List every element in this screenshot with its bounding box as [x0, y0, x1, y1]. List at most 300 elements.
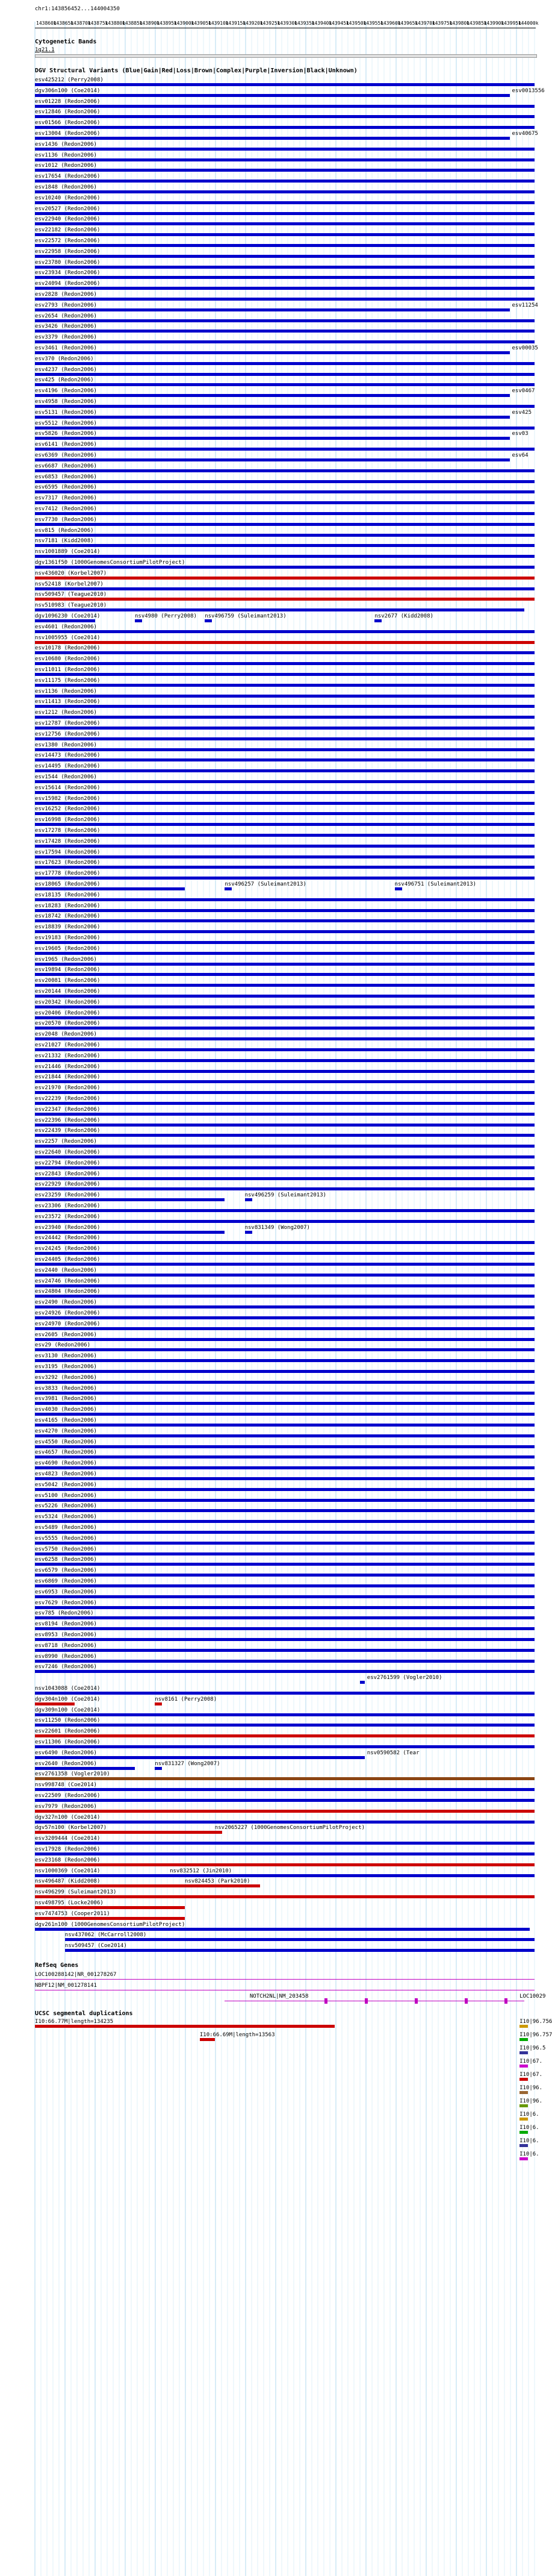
segdup-label[interactable]: I10:66.77M|length=134235 [35, 2019, 114, 2025]
variant-bar[interactable] [35, 1702, 75, 1705]
variant-label[interactable]: esv4270 (Redon2006) [35, 1428, 97, 1434]
segdup-label[interactable]: I10|96.5 [519, 2045, 546, 2051]
variant-label[interactable]: esv2828 (Redon2006) [35, 292, 97, 298]
variant-label[interactable]: nsv2677 (Kidd2008) [374, 613, 433, 619]
variant-label[interactable]: esv19605 (Redon2006) [35, 945, 101, 952]
variant-label[interactable]: dgv261n100 (1000GenomesConsortiumPilotProject) [35, 1921, 185, 1928]
variant-bar[interactable] [35, 1649, 535, 1652]
variant-label[interactable]: esv4690 (Redon2006) [35, 1460, 97, 1467]
variant-label[interactable]: esv6258 (Redon2006) [35, 1557, 97, 1563]
variant-label[interactable]: esv5489 (Redon2006) [35, 1525, 97, 1531]
variant-bar[interactable] [35, 1359, 535, 1362]
variant-bar[interactable] [395, 887, 402, 890]
variant-bar[interactable] [35, 1616, 535, 1619]
variant-label[interactable]: esv3195 (Redon2006) [35, 1364, 97, 1370]
variant-label[interactable]: esv01228 (Redon2006) [35, 98, 101, 105]
variant-bar[interactable] [35, 266, 535, 269]
variant-label[interactable]: dgv309n100 (Coe2014) [35, 1707, 101, 1713]
variant-label[interactable]: esv21027 (Redon2006) [35, 1042, 101, 1048]
variant-label[interactable]: esv7412 (Redon2006) [35, 506, 97, 512]
variant-label[interactable]: nsv2065227 (1000GenomesConsortiumPilotProject) [214, 1825, 365, 1831]
variant-label[interactable]: esv10178 (Redon2006) [35, 645, 101, 652]
segdup-label[interactable]: I10|6. [519, 2151, 539, 2157]
variant-bar[interactable] [35, 308, 510, 311]
variant-label[interactable]: esv6490 (Redon2006) [35, 1749, 97, 1756]
variant-label[interactable]: esv17278 (Redon2006) [35, 828, 101, 834]
variant-label[interactable]: esv5750 (Redon2006) [35, 1546, 97, 1552]
variant-label[interactable]: nsv510983 (Teague2010) [35, 602, 107, 609]
variant-label[interactable]: esv20342 (Redon2006) [35, 999, 101, 1005]
variant-bar[interactable] [35, 877, 535, 880]
variant-label[interactable]: esv4165 (Redon2006) [35, 1418, 97, 1424]
variant-bar[interactable] [35, 222, 535, 225]
variant-bar[interactable] [35, 480, 535, 483]
variant-bar[interactable] [155, 1767, 162, 1770]
variant-bar[interactable] [35, 544, 535, 547]
variant-label[interactable]: esv01566 (Redon2006) [35, 120, 101, 127]
variant-bar[interactable] [35, 351, 510, 354]
variant-bar[interactable] [35, 963, 535, 966]
variant-label[interactable]: nsv831327 (Wong2007) [155, 1760, 220, 1767]
variant-label[interactable]: esv5226 (Redon2006) [35, 1503, 97, 1510]
variant-label[interactable]: esv4657 (Redon2006) [35, 1449, 97, 1456]
variant-label[interactable]: esv0013556 [512, 87, 545, 94]
variant-bar[interactable] [35, 501, 535, 504]
variant-label[interactable]: esv7246 (Redon2006) [35, 1664, 97, 1671]
variant-label[interactable]: nsv436020 (Korbel2007) [35, 570, 107, 577]
variant-label[interactable]: nsv831349 (Wong2007) [244, 1224, 310, 1231]
variant-bar[interactable] [35, 1424, 535, 1427]
variant-bar[interactable] [35, 1520, 535, 1523]
gene-line[interactable] [35, 1979, 535, 1980]
variant-bar[interactable] [35, 1338, 535, 1341]
variant-label[interactable]: esv22396 (Redon2006) [35, 1117, 101, 1124]
variant-bar[interactable] [35, 791, 535, 794]
variant-bar[interactable] [35, 630, 535, 633]
variant-label[interactable]: esv20144 (Redon2006) [35, 989, 101, 995]
variant-label[interactable]: esv1136 (Redon2006) [35, 688, 97, 695]
variant-label[interactable]: esv3833 (Redon2006) [35, 1385, 97, 1392]
gene-label[interactable]: LOC100288142|NR_001278267 [35, 1972, 117, 1978]
variant-label[interactable]: esv24094 (Redon2006) [35, 281, 101, 287]
variant-label[interactable]: esv23934 (Redon2006) [35, 270, 101, 277]
variant-bar[interactable] [35, 866, 535, 869]
variant-bar[interactable] [35, 909, 535, 912]
variant-bar[interactable] [35, 190, 535, 193]
variant-label[interactable]: esv23940 (Redon2006) [35, 1224, 101, 1231]
variant-bar[interactable] [35, 1852, 535, 1855]
variant-bar[interactable] [35, 705, 535, 708]
variant-label[interactable]: esv22182 (Redon2006) [35, 227, 101, 234]
variant-label[interactable]: esv17428 (Redon2006) [35, 838, 101, 845]
variant-bar[interactable] [35, 952, 535, 955]
variant-bar[interactable] [35, 1434, 535, 1437]
variant-bar[interactable] [35, 1274, 535, 1277]
variant-bar[interactable] [35, 1209, 535, 1212]
segdup-label[interactable]: I10|67. [519, 2072, 543, 2078]
variant-bar[interactable] [35, 1734, 535, 1737]
variant-label[interactable]: nsv824453 (Park2010) [185, 1878, 250, 1885]
variant-bar[interactable] [35, 1059, 535, 1062]
variant-bar[interactable] [135, 619, 142, 622]
variant-bar[interactable] [35, 1810, 535, 1813]
variant-bar[interactable] [35, 1499, 535, 1502]
variant-bar[interactable] [35, 737, 535, 740]
variant-bar[interactable] [35, 394, 510, 397]
variant-bar[interactable] [35, 1370, 535, 1373]
variant-bar[interactable] [35, 1531, 535, 1534]
variant-label[interactable]: esv6869 (Redon2006) [35, 1578, 97, 1584]
variant-bar[interactable] [35, 115, 535, 118]
variant-label[interactable]: esv22843 (Redon2006) [35, 1171, 101, 1177]
variant-bar[interactable] [35, 1392, 535, 1395]
variant-bar[interactable] [35, 1627, 535, 1630]
variant-bar[interactable] [35, 1863, 535, 1866]
variant-label[interactable]: esv6141 (Redon2006) [35, 442, 97, 448]
variant-label[interactable]: esv22940 (Redon2006) [35, 216, 101, 223]
variant-label[interactable]: esv1848 (Redon2006) [35, 184, 97, 190]
variant-bar[interactable] [35, 1874, 535, 1877]
variant-bar[interactable] [35, 834, 535, 837]
variant-bar[interactable] [35, 1821, 535, 1824]
variant-bar[interactable] [35, 1155, 535, 1158]
variant-bar[interactable] [35, 1724, 535, 1727]
variant-label[interactable]: esv8990 (Redon2006) [35, 1653, 97, 1660]
variant-bar[interactable] [35, 416, 510, 419]
variant-label[interactable]: esv22509 (Redon2006) [35, 1793, 101, 1799]
variant-label[interactable]: esv14473 (Redon2006) [35, 752, 101, 759]
variant-bar[interactable] [35, 1670, 535, 1673]
variant-label[interactable]: esv10680 (Redon2006) [35, 656, 101, 663]
segdup-label[interactable]: I10:66.69M|length=13563 [199, 2032, 275, 2038]
variant-label[interactable]: esv24926 (Redon2006) [35, 1310, 101, 1316]
variant-label[interactable]: esv11175 (Redon2006) [35, 677, 101, 684]
variant-bar[interactable] [35, 1767, 135, 1770]
variant-bar[interactable] [35, 1606, 535, 1609]
variant-bar[interactable] [35, 919, 535, 922]
variant-label[interactable]: esv2654 (Redon2006) [35, 313, 97, 319]
gene-label[interactable]: NBPF12|NM_001278141 [35, 1983, 97, 1989]
variant-bar[interactable] [35, 802, 535, 805]
variant-bar[interactable] [35, 1595, 535, 1598]
variant-bar[interactable] [35, 769, 535, 772]
variant-bar[interactable] [35, 1584, 535, 1587]
variant-label[interactable]: esv22439 (Redon2006) [35, 1128, 101, 1134]
segdup-label[interactable]: I10|67. [519, 2059, 543, 2065]
variant-label[interactable]: esv11011 (Redon2006) [35, 667, 101, 673]
variant-bar[interactable] [35, 1509, 535, 1512]
variant-label[interactable]: esv6369 (Redon2006) [35, 452, 97, 458]
variant-label[interactable]: nsv496257 (Suleimant2013) [225, 881, 306, 887]
variant-label[interactable]: esv20406 (Redon2006) [35, 1010, 101, 1016]
variant-bar[interactable] [35, 1305, 535, 1308]
segdup-bar[interactable] [519, 2078, 528, 2081]
variant-bar[interactable] [35, 1284, 535, 1287]
variant-bar[interactable] [35, 1102, 535, 1105]
variant-bar[interactable] [35, 512, 535, 515]
variant-label[interactable]: esv4823 (Redon2006) [35, 1471, 97, 1477]
gene-exon[interactable] [365, 1998, 368, 2004]
variant-label[interactable]: esv22794 (Redon2006) [35, 1160, 101, 1166]
variant-bar[interactable] [360, 1681, 365, 1684]
segdup-bar[interactable] [519, 2131, 528, 2134]
variant-bar[interactable] [35, 598, 535, 601]
variant-bar[interactable] [35, 319, 535, 322]
variant-bar[interactable] [35, 158, 535, 161]
variant-bar[interactable] [35, 1799, 535, 1802]
variant-label[interactable]: esv21970 (Redon2006) [35, 1085, 101, 1092]
variant-bar[interactable] [185, 1884, 192, 1887]
variant-bar[interactable] [35, 523, 535, 526]
variant-bar[interactable] [35, 1842, 535, 1845]
variant-label[interactable]: esv2440 (Redon2006) [35, 1267, 97, 1274]
variant-bar[interactable] [35, 1445, 535, 1448]
segdup-label[interactable]: I10|96. [519, 2098, 543, 2104]
variant-label[interactable]: esv22347 (Redon2006) [35, 1106, 101, 1113]
variant-label[interactable]: esv15614 (Redon2006) [35, 784, 101, 791]
variant-bar[interactable] [155, 1702, 162, 1705]
variant-label[interactable]: esv2793 (Redon2006) [35, 302, 97, 308]
variant-bar[interactable] [35, 1413, 535, 1416]
variant-label[interactable]: esv4958 (Redon2006) [35, 399, 97, 405]
variant-label[interactable]: esv11413 (Redon2006) [35, 699, 101, 705]
variant-bar[interactable] [35, 812, 535, 815]
variant-bar[interactable] [170, 1874, 177, 1877]
variant-bar[interactable] [35, 1295, 535, 1298]
variant-label[interactable]: esv1012 (Redon2006) [35, 163, 97, 169]
variant-label[interactable]: dgv327n100 (Coe2014) [35, 1814, 101, 1821]
variant-bar[interactable] [35, 1177, 535, 1180]
variant-label[interactable]: esv22239 (Redon2006) [35, 1096, 101, 1102]
variant-bar[interactable] [35, 448, 535, 451]
variant-label[interactable]: esv24804 (Redon2006) [35, 1289, 101, 1295]
gene-exon[interactable] [415, 1998, 418, 2004]
variant-bar[interactable] [35, 1917, 185, 1920]
variant-bar[interactable] [35, 651, 535, 654]
variant-bar[interactable] [35, 137, 510, 140]
variant-label[interactable]: esv4196 (Redon2006) [35, 388, 97, 395]
variant-bar[interactable] [35, 1134, 535, 1137]
variant-label[interactable]: esv6687 (Redon2006) [35, 463, 97, 469]
variant-label[interactable]: esv5826 (Redon2006) [35, 431, 97, 437]
variant-label[interactable]: esv40675 [512, 131, 538, 137]
variant-bar[interactable] [35, 1252, 535, 1255]
segdup-bar[interactable] [519, 2051, 528, 2054]
variant-bar[interactable] [205, 619, 212, 622]
variant-label[interactable]: esv11306 (Redon2006) [35, 1739, 101, 1745]
variant-label[interactable]: esv16998 (Redon2006) [35, 817, 101, 824]
variant-label[interactable]: nsv7181 (Kidd2008) [35, 538, 94, 545]
variant-label[interactable]: esv6853 (Redon2006) [35, 474, 97, 480]
segdup-label[interactable]: I10|96.756 [519, 2019, 552, 2025]
variant-bar[interactable] [35, 1166, 535, 1169]
variant-bar[interactable] [35, 780, 535, 783]
segdup-bar[interactable] [519, 2025, 528, 2028]
variant-label[interactable]: nsv496751 (Suleimant2013) [394, 881, 477, 887]
variant-label[interactable]: nsv1043088 (Coe2014) [35, 1686, 101, 1692]
variant-bar[interactable] [35, 298, 535, 301]
variant-bar[interactable] [35, 577, 535, 580]
variant-label[interactable]: esv23259 (Redon2006) [35, 1192, 101, 1199]
variant-bar[interactable] [35, 1048, 535, 1051]
variant-label[interactable]: esv6579 (Redon2006) [35, 1568, 97, 1574]
variant-bar[interactable] [35, 1831, 215, 1834]
variant-bar[interactable] [35, 1113, 535, 1116]
variant-label[interactable]: esv22640 (Redon2006) [35, 1149, 101, 1155]
variant-bar[interactable] [35, 1745, 535, 1748]
variant-label[interactable]: esv11250 (Redon2006) [35, 1718, 101, 1724]
variant-bar[interactable] [35, 534, 535, 537]
variant-label[interactable]: esv21446 (Redon2006) [35, 1063, 101, 1070]
variant-label[interactable]: esv12787 (Redon2006) [35, 721, 101, 727]
variant-label[interactable]: esv21844 (Redon2006) [35, 1074, 101, 1081]
variant-bar[interactable] [35, 330, 535, 333]
variant-label[interactable]: dgv1361f50 (1000GenomesConsortiumPilotProject) [35, 560, 185, 566]
variant-bar[interactable] [35, 1016, 535, 1019]
variant-bar[interactable] [35, 1928, 530, 1931]
variant-bar[interactable] [35, 276, 535, 279]
variant-label[interactable]: esv2605 (Redon2006) [35, 1331, 97, 1338]
variant-bar[interactable] [35, 383, 535, 386]
variant-bar[interactable] [35, 105, 535, 108]
variant-label[interactable]: esv18135 (Redon2006) [35, 892, 101, 898]
variant-label[interactable]: esv17594 (Redon2006) [35, 849, 101, 855]
variant-bar[interactable] [35, 758, 535, 761]
variant-label[interactable]: esv17778 (Redon2006) [35, 871, 101, 877]
variant-label[interactable]: esv4030 (Redon2006) [35, 1407, 97, 1413]
cytoband-label[interactable]: 1q21.1 [35, 47, 55, 53]
variant-label[interactable]: esv23306 (Redon2006) [35, 1203, 101, 1209]
variant-label[interactable]: esv5100 (Redon2006) [35, 1492, 97, 1499]
variant-label[interactable]: esv00035 [512, 345, 538, 351]
variant-label[interactable]: nsv4980 (Perry2008) [135, 613, 197, 619]
variant-label[interactable]: esv815 (Redon2006) [35, 527, 94, 534]
segdup-bar[interactable] [519, 2091, 528, 2094]
variant-label[interactable]: esv425 [512, 409, 532, 416]
cytoband-bar[interactable] [35, 54, 537, 58]
variant-bar[interactable] [35, 255, 535, 258]
variant-label[interactable]: esv3461 (Redon2006) [35, 345, 97, 351]
gene-exon[interactable] [504, 1998, 507, 2004]
variant-bar[interactable] [35, 458, 510, 461]
variant-bar[interactable] [35, 973, 535, 976]
variant-bar[interactable] [35, 608, 524, 611]
variant-bar[interactable] [35, 898, 535, 901]
variant-label[interactable]: esv3379 (Redon2006) [35, 334, 97, 341]
variant-label[interactable]: esv1136 (Redon2006) [35, 152, 97, 158]
variant-bar[interactable] [35, 1552, 535, 1555]
variant-bar[interactable] [35, 1005, 535, 1008]
variant-bar[interactable] [35, 1466, 535, 1469]
variant-label[interactable]: esv0467 [512, 388, 535, 395]
variant-label[interactable]: dgv57n100 (Korbel2007) [35, 1825, 107, 1831]
variant-label[interactable]: esv17928 (Redon2006) [35, 1846, 101, 1852]
variant-bar[interactable] [35, 1316, 535, 1319]
segdup-label[interactable]: I10|6. [519, 2112, 539, 2118]
variant-label[interactable]: nsv496299 (Suleimant2013) [35, 1889, 117, 1896]
variant-bar[interactable] [35, 1777, 535, 1780]
variant-bar[interactable] [245, 1198, 252, 1201]
variant-label[interactable]: nsv1001889 (Coe2014) [35, 549, 101, 555]
variant-label[interactable]: esv425 (Redon2006) [35, 377, 94, 384]
segdup-bar[interactable] [519, 2144, 528, 2147]
variant-label[interactable]: esv2761599 (Vogler2010) [367, 1675, 442, 1681]
variant-label[interactable]: esv22572 (Redon2006) [35, 238, 101, 244]
variant-bar[interactable] [35, 1906, 185, 1909]
variant-label[interactable]: esv12846 (Redon2006) [35, 109, 101, 116]
segdup-bar[interactable] [200, 2038, 215, 2041]
variant-label[interactable]: esv18742 (Redon2006) [35, 913, 101, 920]
variant-bar[interactable] [35, 555, 535, 558]
variant-bar[interactable] [35, 1037, 535, 1040]
variant-label[interactable]: esv18839 (Redon2006) [35, 924, 101, 931]
segdup-bar[interactable] [519, 2065, 528, 2068]
variant-label[interactable]: esv5512 (Redon2006) [35, 420, 97, 427]
variant-bar[interactable] [35, 1080, 535, 1083]
gene-label[interactable]: NOTCH2NL|NM_203458 [249, 1993, 309, 1999]
variant-bar[interactable] [35, 587, 535, 590]
variant-bar[interactable] [35, 662, 535, 665]
variant-label[interactable]: esv20570 (Redon2006) [35, 1021, 101, 1027]
variant-bar[interactable] [35, 180, 535, 183]
variant-bar[interactable] [35, 930, 535, 933]
variant-bar[interactable] [245, 1231, 252, 1234]
variant-bar[interactable] [35, 1455, 535, 1458]
variant-bar[interactable] [35, 716, 535, 719]
variant-label[interactable]: nsv496487 (Kidd2008) [35, 1878, 101, 1885]
variant-label[interactable]: esv785 (Redon2006) [35, 1610, 94, 1617]
variant-bar[interactable] [35, 566, 535, 569]
variant-bar[interactable] [35, 287, 535, 290]
variant-label[interactable]: esv24405 (Redon2006) [35, 1257, 101, 1263]
variant-bar[interactable] [35, 1756, 365, 1759]
variant-label[interactable]: esv14495 (Redon2006) [35, 763, 101, 770]
variant-bar[interactable] [35, 1477, 535, 1480]
variant-label[interactable]: esv22958 (Redon2006) [35, 248, 101, 255]
variant-bar[interactable] [35, 340, 535, 343]
variant-label[interactable]: esv4237 (Redon2006) [35, 366, 97, 373]
variant-label[interactable]: esv3981 (Redon2006) [35, 1396, 97, 1402]
variant-label[interactable]: esv17623 (Redon2006) [35, 860, 101, 866]
variant-label[interactable]: esv17654 (Redon2006) [35, 174, 101, 180]
gene-exon[interactable] [465, 1998, 468, 2004]
variant-label[interactable]: esv2761358 (Vogler2010) [35, 1771, 110, 1778]
variant-label[interactable]: esv19894 (Redon2006) [35, 967, 101, 974]
variant-bar[interactable] [35, 83, 535, 86]
variant-label[interactable]: esv16252 (Redon2006) [35, 806, 101, 813]
variant-label[interactable]: esv12756 (Redon2006) [35, 731, 101, 737]
variant-bar[interactable] [35, 427, 535, 430]
variant-bar[interactable] [35, 201, 535, 204]
variant-bar[interactable] [35, 126, 535, 129]
variant-label[interactable]: esv18283 (Redon2006) [35, 902, 101, 909]
gene-exon[interactable] [324, 1998, 327, 2004]
variant-label[interactable]: esv24245 (Redon2006) [35, 1246, 101, 1252]
variant-bar[interactable] [35, 1220, 535, 1223]
variant-label[interactable]: nsv498795 (Locke2006) [35, 1900, 104, 1906]
variant-label[interactable]: nsv496259 (Suleimant2013) [244, 1192, 327, 1199]
segdup-label[interactable]: I10|6. [519, 2125, 539, 2131]
variant-label[interactable]: nsv437062 (McCarroll2008) [64, 1932, 147, 1939]
segdup-bar[interactable] [35, 2025, 335, 2028]
variant-bar[interactable] [35, 233, 535, 236]
variant-label[interactable]: esv22929 (Redon2006) [35, 1181, 101, 1188]
variant-label[interactable]: esv1544 (Redon2006) [35, 774, 97, 780]
variant-label[interactable]: esv1212 (Redon2006) [35, 710, 97, 716]
variant-label[interactable]: esv5324 (Redon2006) [35, 1514, 97, 1521]
variant-label[interactable]: dgv306n100 (Coe2014) [35, 87, 101, 94]
variant-label[interactable]: esv2048 (Redon2006) [35, 1031, 97, 1038]
